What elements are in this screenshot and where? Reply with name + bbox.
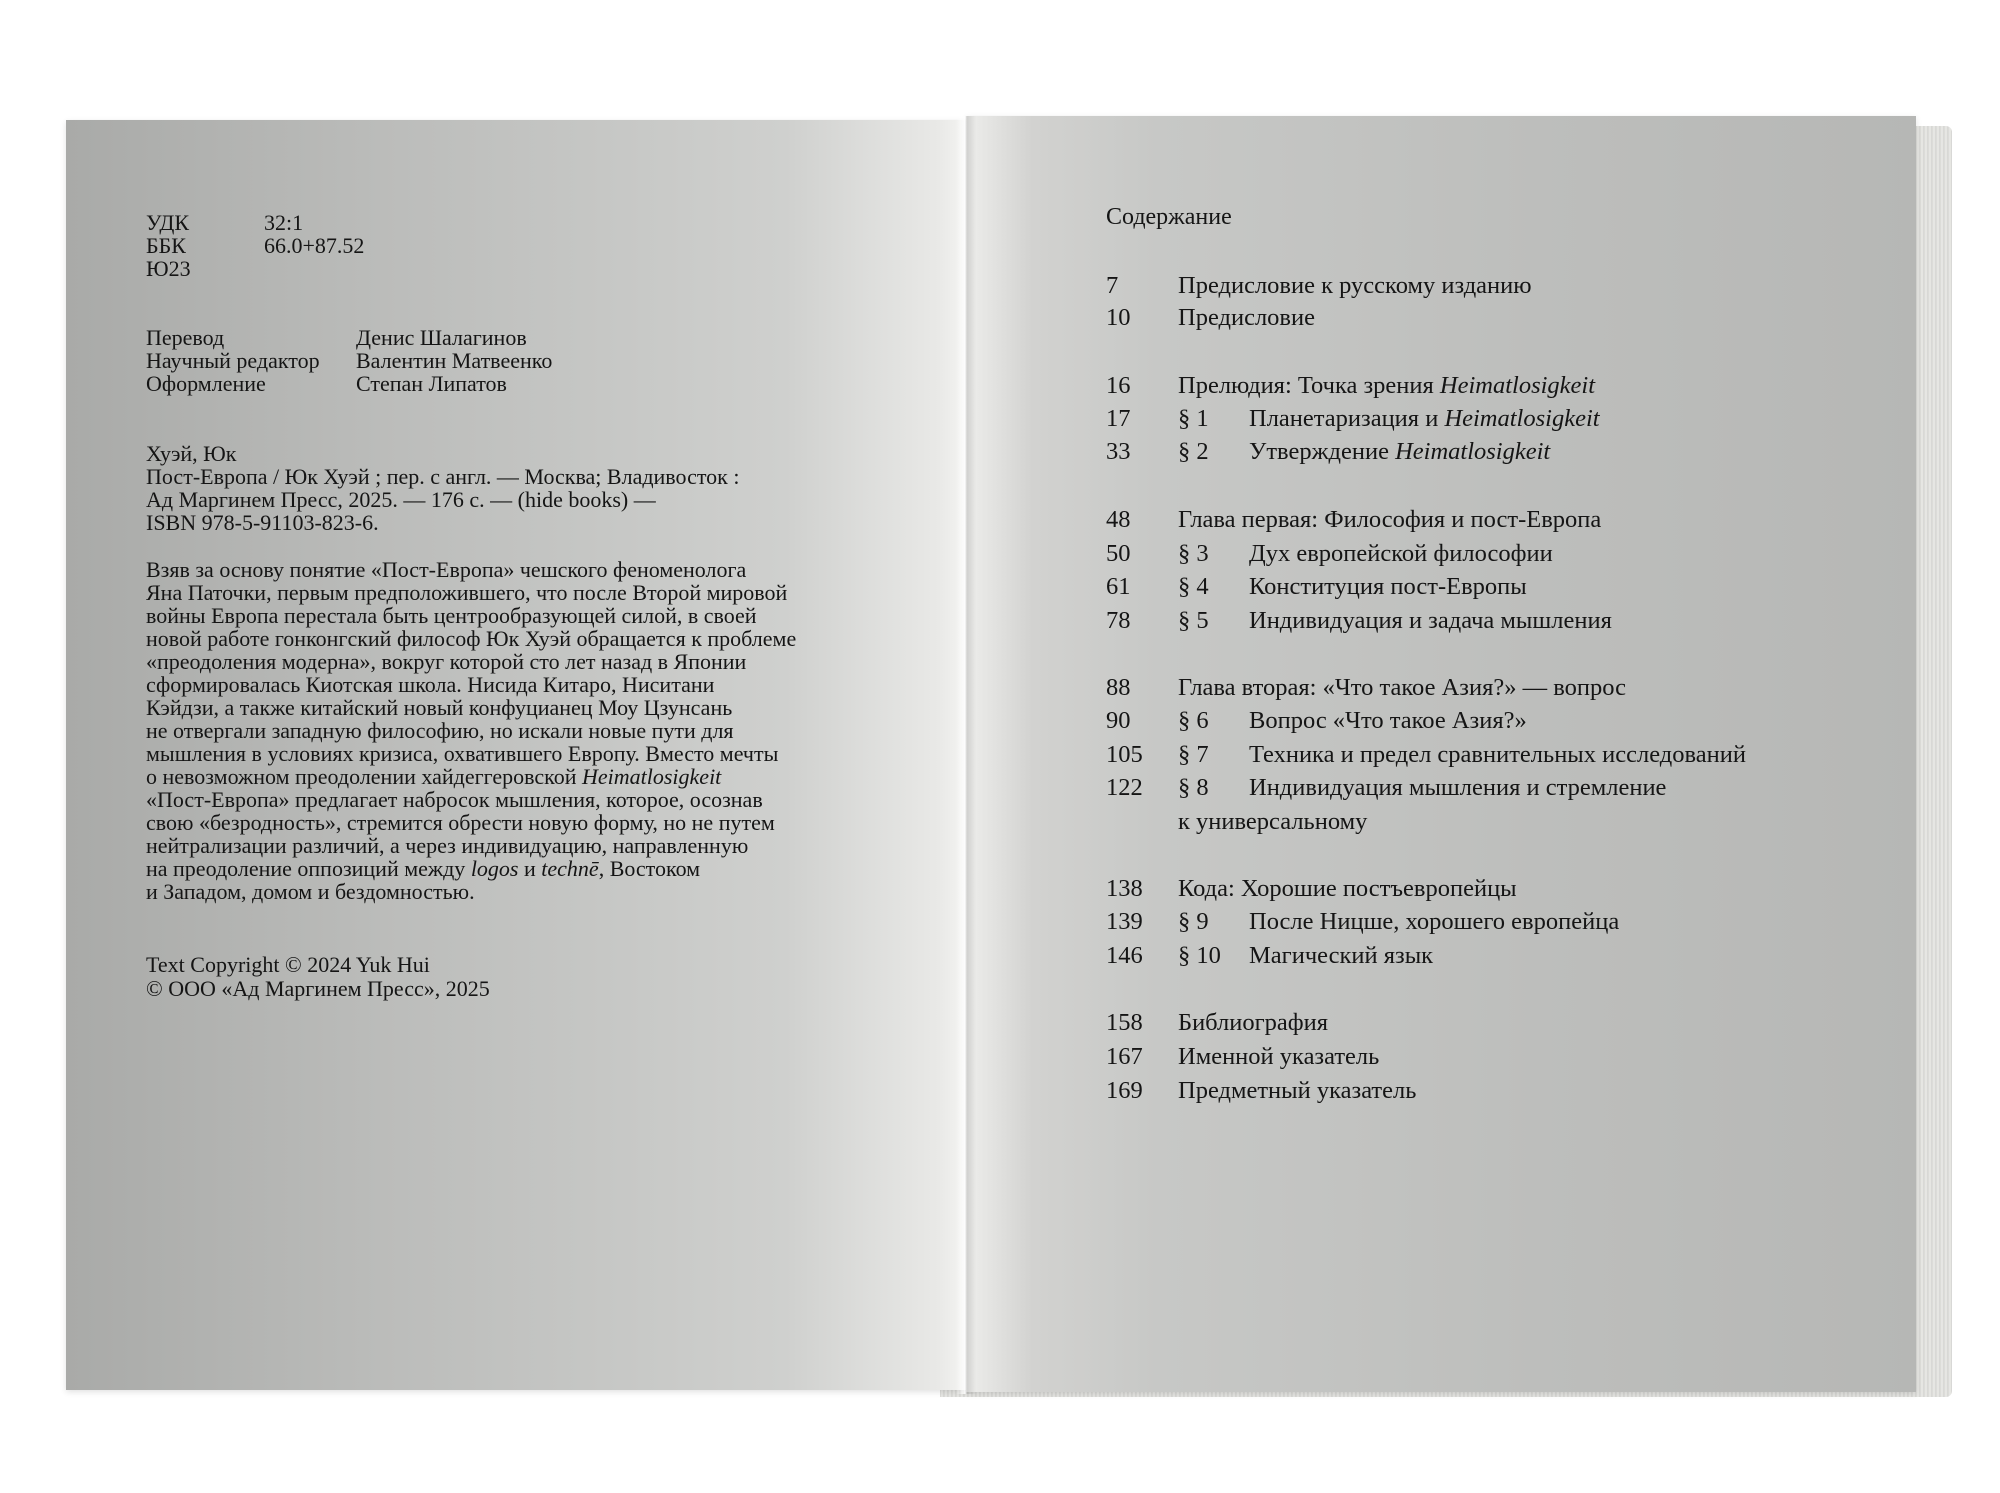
toc-page-number: 158	[1106, 1009, 1143, 1036]
credit-name: Денис Шалагинов	[356, 325, 527, 350]
toc-entry-title: Индивидуация мышления и стремление	[1249, 774, 1667, 801]
toc-entry-title: Планетаризация и Heimatlosigkeit	[1249, 405, 1600, 432]
annotation-line: Взяв за основу понятие «Пост-Европа» чешского феноменолога	[146, 557, 747, 582]
toc-entry-title: Утверждение Heimatlosigkeit	[1249, 438, 1551, 465]
toc-entry-title: Предисловие к русскому изданию	[1178, 272, 1532, 299]
annotation-italic: Heimatlosigkeit	[581, 764, 722, 789]
toc-entry-italic: Heimatlosigkeit	[1444, 405, 1600, 432]
copyright-line: © ООО «Ад Маргинем Пресс», 2025	[146, 976, 490, 1001]
toc-entry-title: Вопрос «Что такое Азия?»	[1249, 707, 1527, 734]
toc-entry-italic: Heimatlosigkeit	[1395, 438, 1551, 465]
toc-entry-title: Индивидуация и задача мышления	[1249, 607, 1612, 634]
bbk-value: 66.0+87.52	[264, 233, 365, 258]
toc-page-number: 10	[1106, 304, 1131, 331]
toc-entry-title: к универсальному	[1178, 808, 1368, 835]
toc-page-number: 146	[1106, 942, 1143, 969]
toc-entry-title: Глава вторая: «Что такое Азия?» — вопрос	[1178, 674, 1626, 701]
annotation-italic: logos	[470, 856, 519, 881]
toc-section-mark: § 10	[1178, 942, 1221, 969]
credit-role: Оформление	[146, 371, 266, 396]
toc-section-mark: § 2	[1178, 438, 1209, 465]
toc-title: Содержание	[1106, 204, 1232, 230]
toc-page-number: 90	[1106, 707, 1131, 734]
biblio-line: Ад Маргинем Пресс, 2025. — 176 с. — (hide books) —	[146, 487, 656, 512]
credit-name: Валентин Матвеенко	[356, 348, 553, 373]
annotation-text: , Востоком	[598, 856, 701, 881]
udk-label: УДК	[146, 210, 190, 235]
toc-page-number: 17	[1106, 405, 1131, 432]
toc-section-mark: § 3	[1178, 540, 1209, 567]
toc-page-number: 88	[1106, 674, 1131, 701]
toc-entry-title: Кода: Хорошие постъевропейцы	[1178, 875, 1517, 902]
annotation-line: новой работе гонконгский философ Юк Хуэй обращается к проблеме	[146, 626, 797, 651]
annotation-line: нейтрализации различий, а через индивидуацию, направленную	[146, 833, 749, 858]
toc-entry-title: Именной указатель	[1178, 1043, 1380, 1070]
toc-section-mark: § 6	[1178, 707, 1209, 734]
annotation-line: не отвергали западную философию, но искали новые пути для	[146, 718, 734, 743]
toc-page-number: 105	[1106, 741, 1143, 768]
toc-section-mark: § 8	[1178, 774, 1209, 801]
toc-entry-title: Дух европейской философии	[1249, 540, 1553, 567]
annotation-italic: technē	[541, 856, 599, 881]
toc-page-number: 33	[1106, 438, 1131, 465]
toc-page-number: 169	[1106, 1077, 1143, 1104]
toc-entry-title: Техника и предел сравнительных исследований	[1249, 741, 1746, 768]
annotation-text: и	[518, 856, 542, 881]
toc-page-number: 139	[1106, 908, 1143, 935]
udk-value: 32:1	[264, 210, 304, 235]
annotation-line: и Западом, домом и бездомностью.	[146, 879, 475, 904]
toc-section-mark: § 7	[1178, 741, 1209, 768]
toc-page-number: 78	[1106, 607, 1131, 634]
biblio-line: Пост-Европа / Юк Хуэй ; пер. с англ. — Москва; Владивосток :	[146, 464, 740, 489]
annotation-line: сформировалась Киотская школа. Нисида Китаро, Ниситани	[146, 672, 715, 697]
toc-entry-title: Предметный указатель	[1178, 1077, 1417, 1104]
toc-entry-title: Предисловие	[1178, 304, 1315, 331]
toc-entry-title: Магический язык	[1249, 942, 1434, 969]
annotation-line: свою «безродность», стремится обрести новую форму, но не путем	[146, 810, 775, 835]
annotation-line	[146, 857, 700, 880]
toc-page-number: 50	[1106, 540, 1131, 567]
toc-section-mark: § 4	[1178, 573, 1209, 600]
toc-entry-title: Глава первая: Философия и пост-Европа	[1178, 506, 1602, 533]
toc-entry-title: Конституция пост-Европы	[1249, 573, 1527, 600]
annotation-text: на преодоление оппозиций между	[146, 856, 471, 881]
copyright-line: Text Copyright © 2024 Yuk Hui	[146, 952, 430, 977]
annotation-line: «Пост-Европа» предлагает набросок мышления, которое, осознав	[146, 787, 763, 812]
toc-entry-title: Прелюдия: Точка зрения Heimatlosigkeit	[1178, 372, 1596, 399]
toc-section-mark: § 5	[1178, 607, 1209, 634]
toc-entry-italic: Heimatlosigkeit	[1439, 372, 1596, 399]
toc-page-number: 48	[1106, 506, 1131, 533]
toc-page-number: 61	[1106, 573, 1131, 600]
book-gutter	[956, 116, 976, 1394]
credit-role: Перевод	[146, 325, 225, 350]
annotation-line: Яна Паточки, первым предположившего, что после Второй мировой	[146, 580, 788, 605]
toc-entry-title: После Ницше, хорошего европейца	[1249, 908, 1620, 935]
credit-name: Степан Липатов	[356, 371, 507, 396]
bbk-label: ББК	[146, 233, 186, 258]
annotation-line: мышления в условиях кризиса, охватившего Европу. Вместо мечты	[146, 741, 779, 766]
toc-page-number: 122	[1106, 774, 1143, 801]
toc-page-number: 7	[1106, 272, 1119, 299]
toc-section-mark: § 9	[1178, 908, 1209, 935]
toc-entry-title: Библиография	[1178, 1009, 1329, 1036]
annotation-line: Кэйдзи, а также китайский новый конфуцианец Моу Цзунсань	[146, 695, 733, 720]
annotation-line: войны Европа перестала быть центрообразующей силой, в своей	[146, 603, 757, 628]
toc-page-number: 167	[1106, 1043, 1143, 1070]
biblio-line: Хуэй, Юк	[146, 441, 237, 466]
toc-page-number: 138	[1106, 875, 1143, 902]
author-sign: Ю23	[146, 256, 191, 281]
biblio-line: ISBN 978-5-91103-823-6.	[146, 510, 379, 535]
credit-role: Научный редактор	[146, 348, 320, 373]
toc-page-number: 16	[1106, 372, 1131, 399]
annotation-line: «преодоления модерна», вокруг которой сто лет назад в Японии	[146, 649, 747, 674]
toc-section-mark: § 1	[1178, 405, 1209, 432]
annotation-text: о невозможном преодолении хайдеггеровской	[146, 764, 582, 789]
annotation-line	[146, 765, 721, 788]
